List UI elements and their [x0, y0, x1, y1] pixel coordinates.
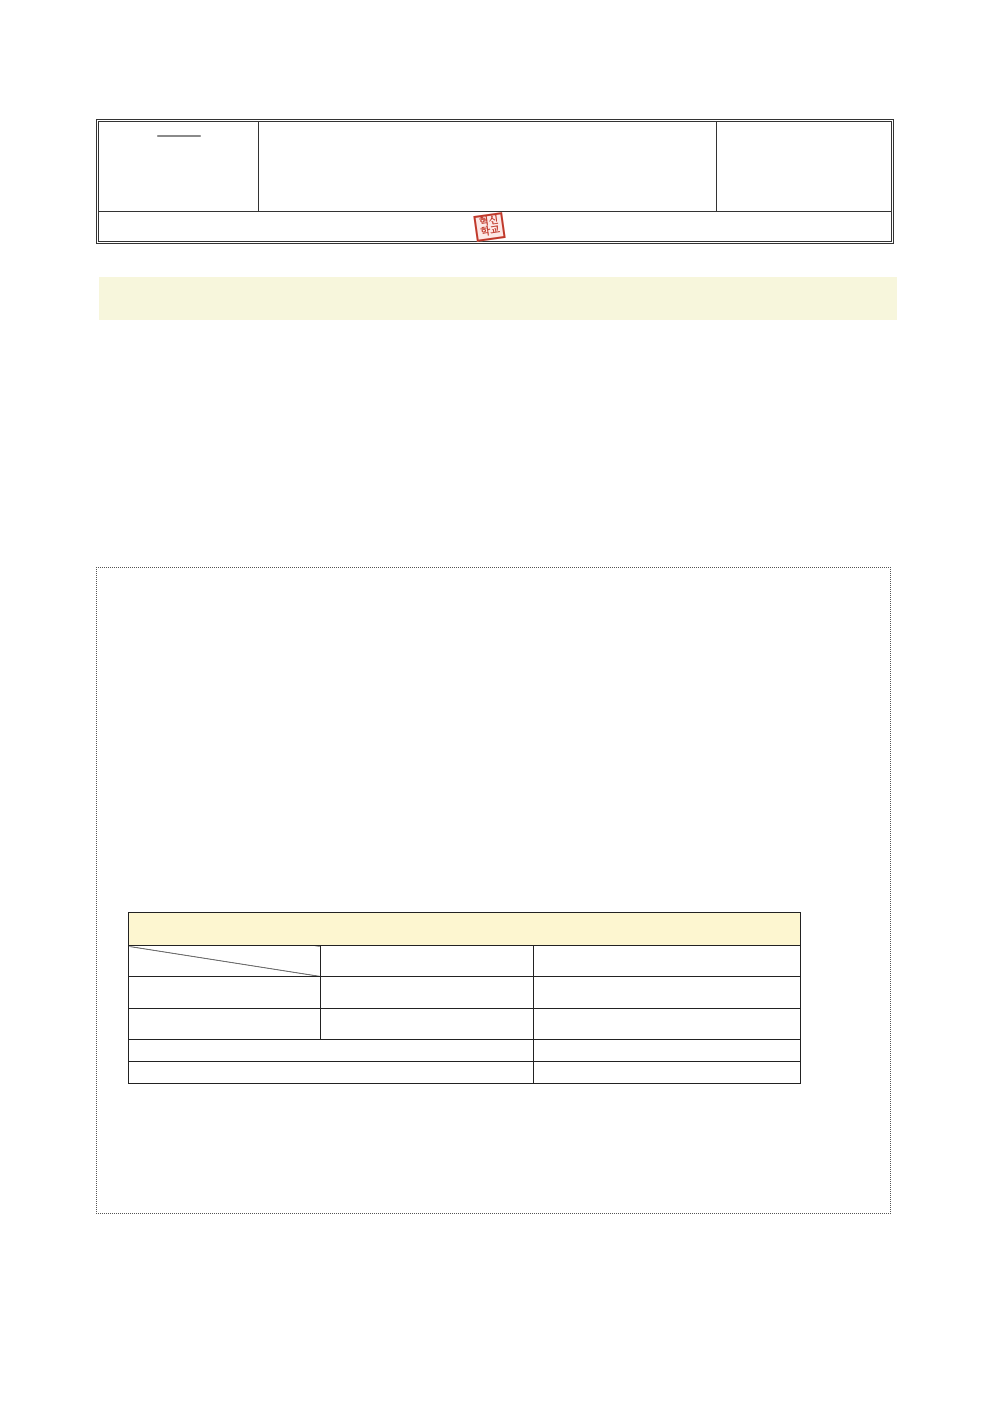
- page-title: [259, 122, 716, 211]
- motto-badge: [157, 135, 201, 137]
- table-header-row: [129, 913, 801, 946]
- color-band-top: [99, 269, 897, 277]
- details-box: [96, 567, 891, 1214]
- notice-title: [99, 277, 897, 320]
- table-row: [129, 1040, 801, 1062]
- table-header: [129, 913, 801, 946]
- contact-info: [716, 122, 891, 211]
- school-slogan: [99, 211, 891, 242]
- cell-kind: [320, 977, 534, 1009]
- letter-header: [96, 119, 894, 244]
- cell-part: [129, 1009, 321, 1040]
- innovation-school-stamp-icon: 혁신 학교: [474, 212, 507, 242]
- col-price: [534, 946, 801, 977]
- cell-gym-label: [129, 1062, 534, 1084]
- cell-total-price: [534, 1040, 801, 1062]
- cell-total-label: [129, 1040, 534, 1062]
- diagonal-cell: [129, 946, 321, 977]
- table-row: [129, 1062, 801, 1084]
- cell-price: [534, 977, 801, 1009]
- cell-kind: [320, 1009, 534, 1040]
- school-motto: [99, 122, 259, 211]
- table-row: [129, 977, 801, 1009]
- table-row: [129, 946, 801, 977]
- cell-part: [129, 977, 321, 1009]
- col-kind: [320, 946, 534, 977]
- color-band-bottom: [99, 320, 897, 328]
- table-row: [129, 1009, 801, 1040]
- cell-gym-price: [534, 1062, 801, 1084]
- cell-price: [534, 1009, 801, 1040]
- uniform-price-table: [128, 912, 801, 1084]
